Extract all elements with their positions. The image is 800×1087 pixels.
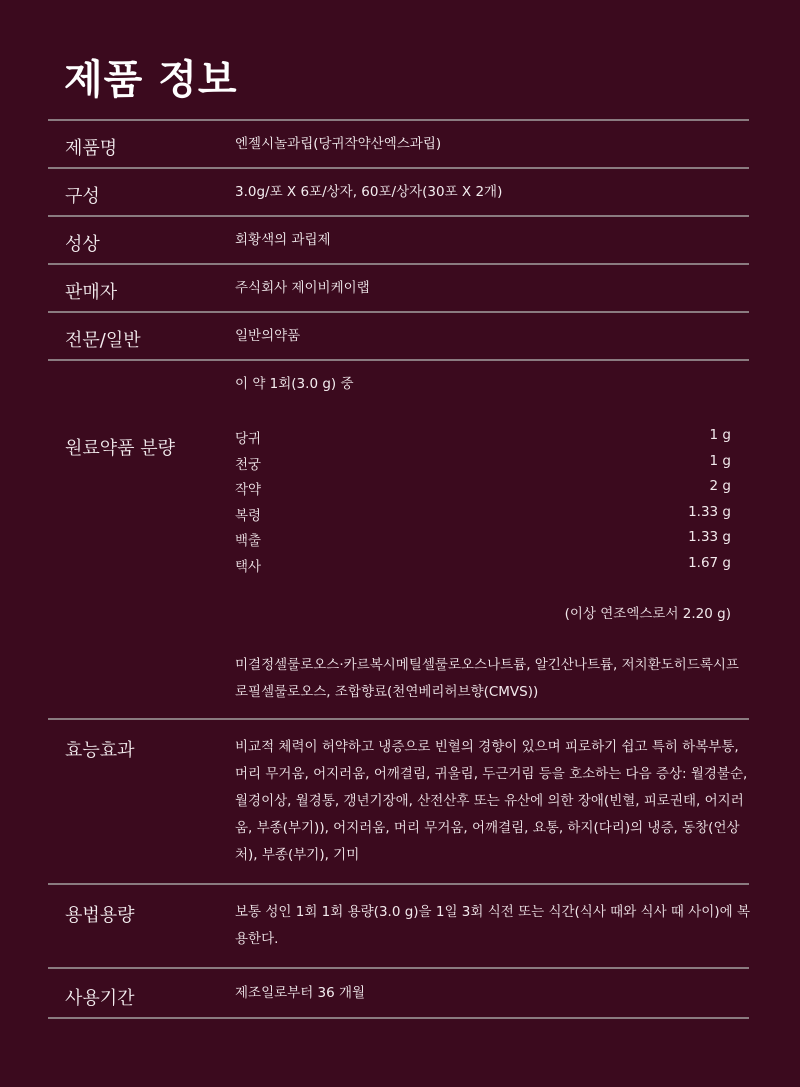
row-value: 제조일로부터 36 개월 bbox=[235, 985, 366, 1001]
ingredient-item bbox=[235, 427, 731, 453]
row-label: 성상 bbox=[65, 234, 100, 255]
ingredient-item bbox=[235, 504, 731, 530]
row-seller bbox=[48, 263, 749, 311]
row-label: 구성 bbox=[65, 186, 100, 207]
row-value: 엔젤시놀과립(당귀작약산엑스과립) bbox=[235, 136, 442, 152]
ingredient-name: 작약 bbox=[235, 482, 262, 498]
row-ingredients bbox=[48, 359, 749, 718]
row-appearance bbox=[48, 215, 749, 263]
row-label: 판매자 bbox=[65, 282, 118, 303]
row-label: 용법용량 bbox=[65, 905, 135, 926]
row-value: 일반의약품 bbox=[235, 328, 301, 344]
row-value: 회황색의 과립제 bbox=[235, 232, 331, 248]
ingredient-item bbox=[235, 529, 731, 555]
ingredient-item bbox=[235, 555, 731, 581]
row-product-name bbox=[48, 119, 749, 167]
row-value: 비교적 체력이 허약하고 냉증으로 빈혈의 경향이 있으며 피로하기 쉽고 특히 하복부통, 머리 무거움, 어지러움, 어깨결림, 귀울림, 두근거림 등을 호소하는 다음 증상: 월경불순, 월경이상, 월경통, 갱년기장애, 산전산후 또는 유산에 의한 장애(빈혈, 피로권태, 어지러움, 부종(부기)), 어지러움, 머리 무거움, 어깨결림, 요통, 하지(다리)의 냉증, 동창(언상처), 부종(부기), 기미 bbox=[235, 739, 748, 863]
page-title: 제품 정보 bbox=[64, 57, 238, 103]
ingredient-amount: 1 g bbox=[709, 427, 731, 443]
ingredient-name: 천궁 bbox=[235, 456, 262, 473]
ingredient-name: 택사 bbox=[235, 558, 262, 575]
ingredient-amount: 1.33 g bbox=[688, 503, 731, 520]
ingredient-amount: 1.67 g bbox=[688, 554, 731, 571]
product-info-table bbox=[48, 119, 749, 1019]
ingredient-amount: 1.33 g bbox=[688, 529, 731, 545]
ingredient-item bbox=[235, 453, 731, 479]
ingredients-intro: 이 약 1회(3.0 g) 중 bbox=[235, 376, 354, 392]
ingredient-name: 백출 bbox=[235, 533, 262, 549]
ingredients-total: (이상 연조엑스로서 2.20 g) bbox=[564, 606, 731, 622]
row-label: 사용기간 bbox=[65, 988, 135, 1009]
ingredient-amount: 2 g bbox=[709, 478, 731, 494]
row-label: 전문/일반 bbox=[65, 330, 141, 351]
row-value: 주식회사 제이비케이랩 bbox=[235, 280, 370, 296]
ingredient-item bbox=[235, 478, 731, 504]
row-efficacy bbox=[48, 718, 749, 883]
ingredients-additives: 미결정셀룰로오스·카르복시메틸셀룰로오스나트륨, 알긴산나트륨, 저치환도히드록시프로필셀룰로오스, 조합향료(천연베리허브향(CMVS)) bbox=[235, 657, 739, 700]
row-dosage bbox=[48, 883, 749, 967]
row-shelf-life bbox=[48, 967, 749, 1019]
row-label: 원료약품 분량 bbox=[65, 438, 176, 459]
row-label: 효능효과 bbox=[65, 740, 135, 761]
row-value: 3.0g/포 X 6포/상자, 60포/상자(30포 X 2개) bbox=[235, 184, 503, 200]
row-category bbox=[48, 311, 749, 359]
row-composition bbox=[48, 167, 749, 215]
row-value: 보통 성인 1회 1회 용량(3.0 g)을 1일 3회 식전 또는 식간(식사 때와 식사 때 사이)에 복용한다. bbox=[235, 904, 750, 947]
ingredient-list bbox=[235, 427, 731, 580]
ingredient-name: 복령 bbox=[235, 507, 262, 524]
row-label: 제품명 bbox=[65, 138, 118, 159]
ingredient-name: 당귀 bbox=[235, 431, 262, 447]
ingredient-amount: 1 g bbox=[709, 452, 731, 469]
